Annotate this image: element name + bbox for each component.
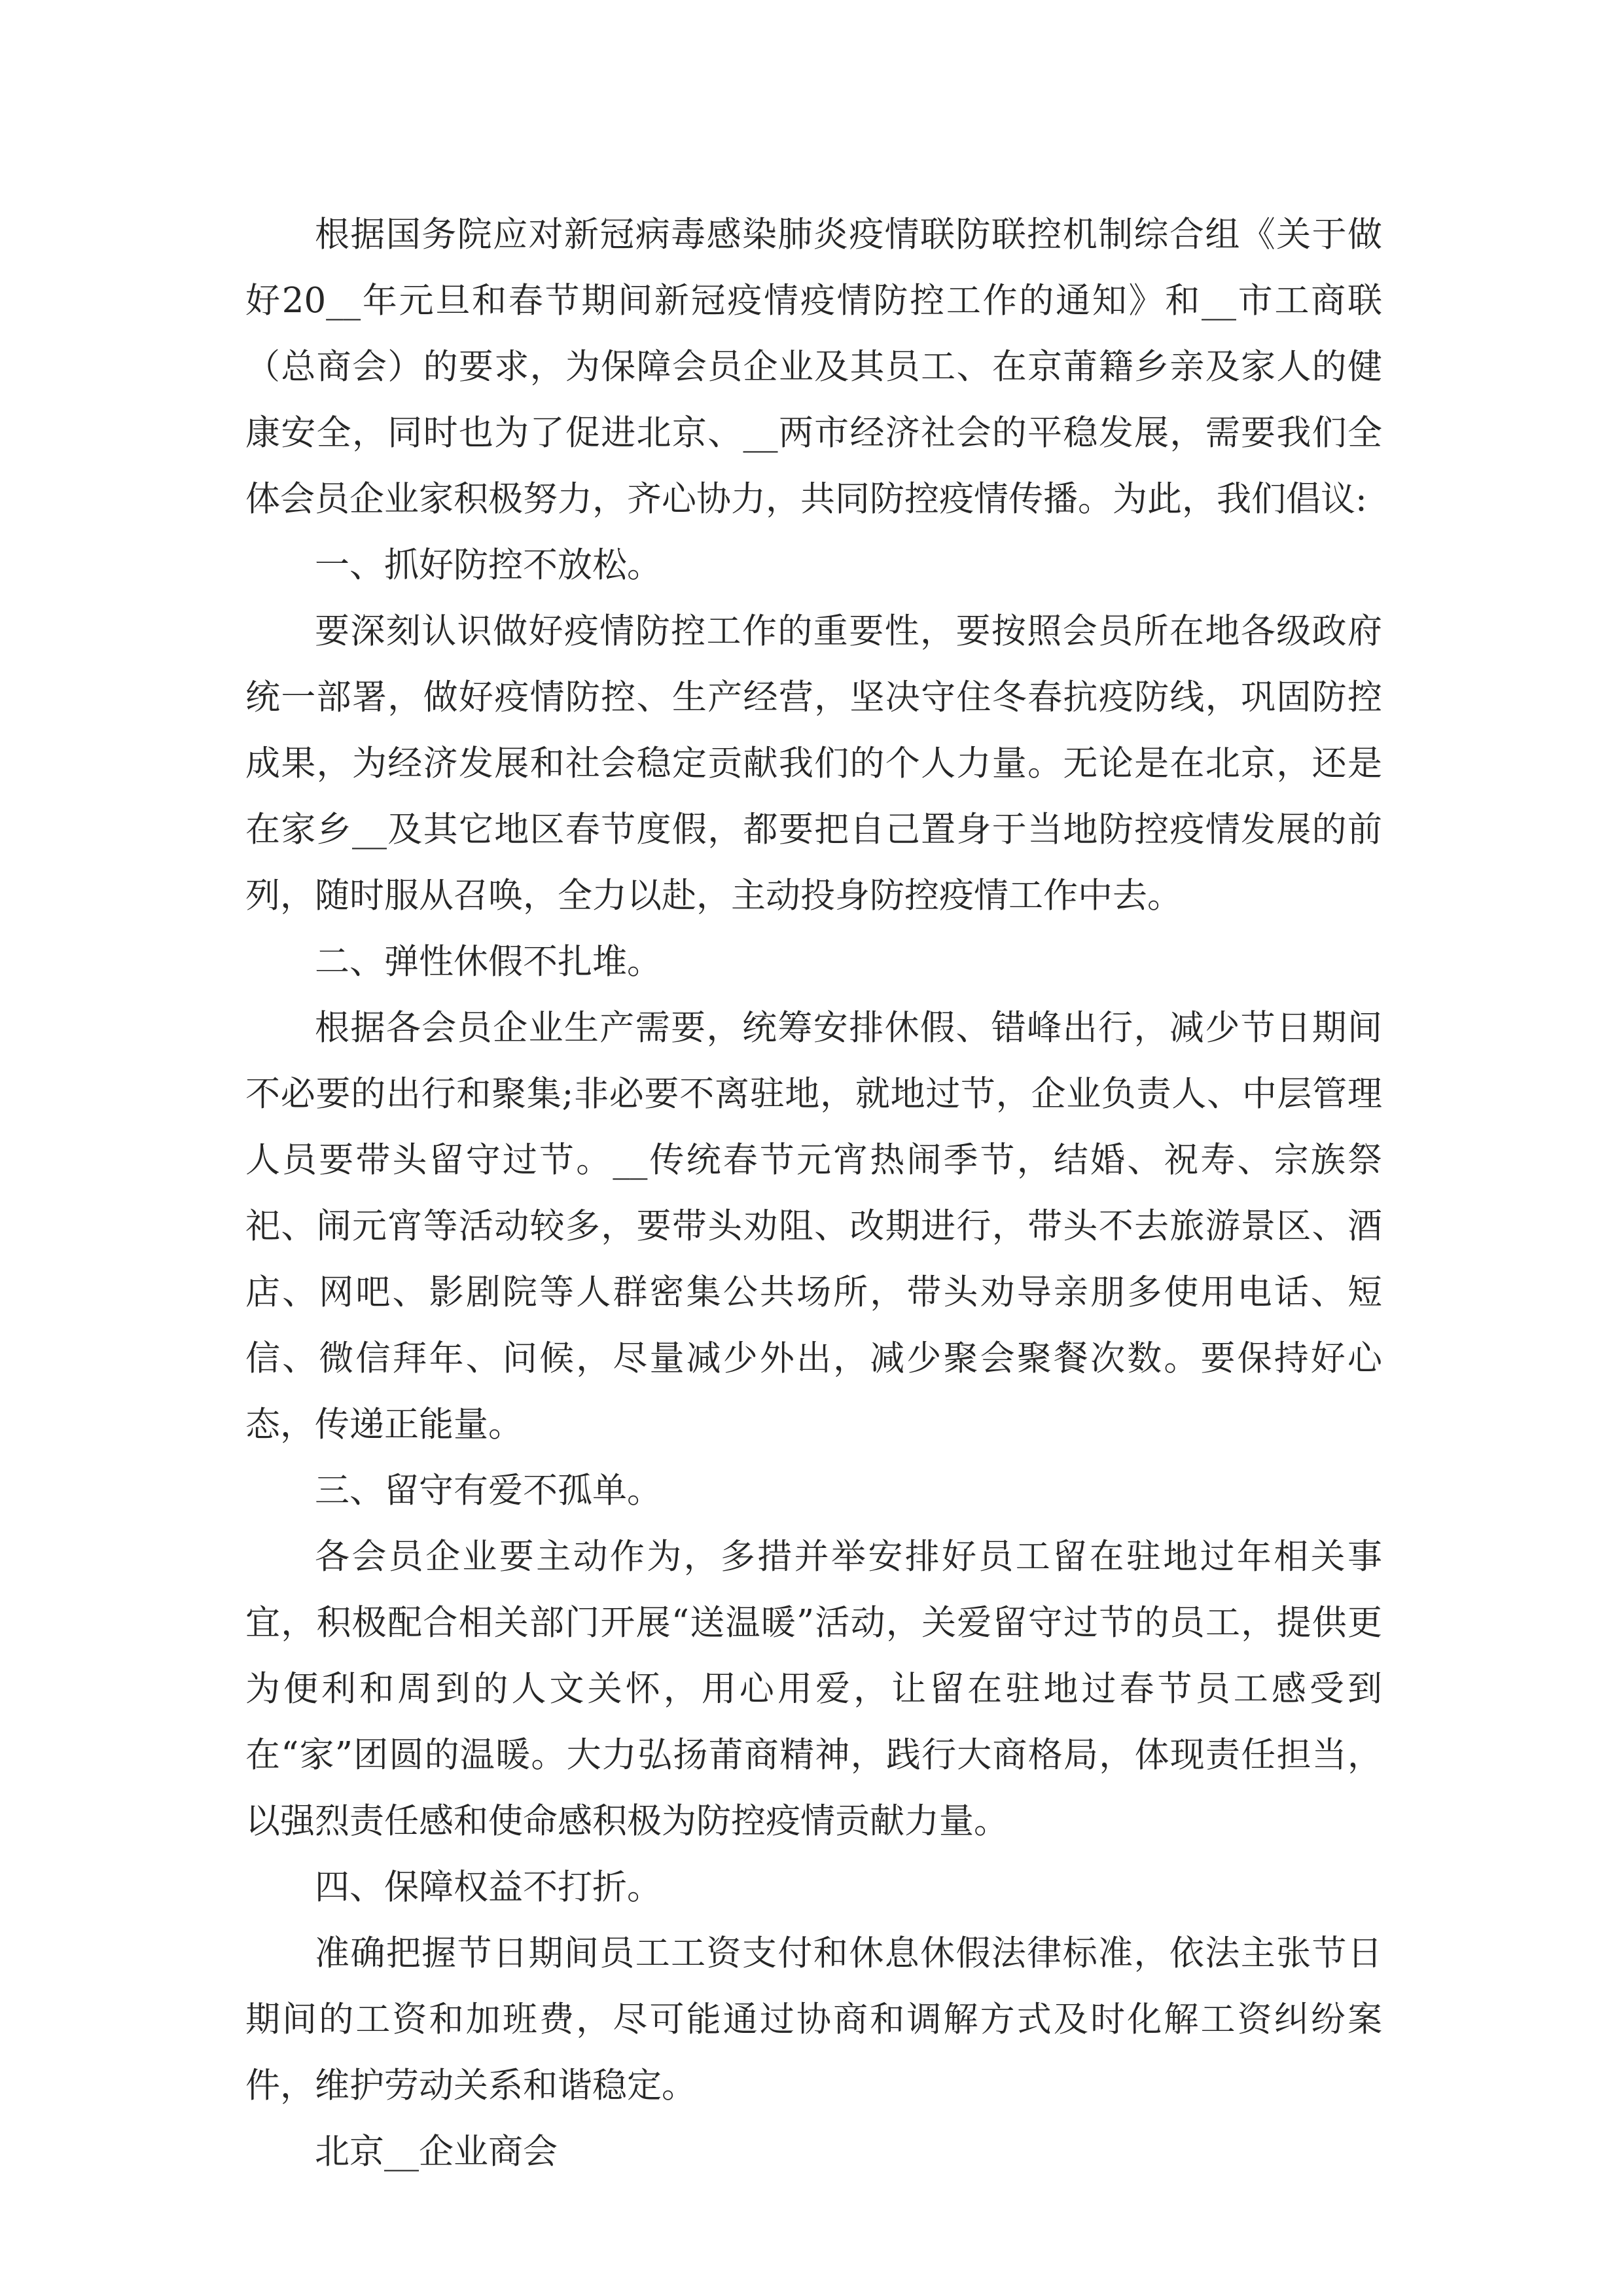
section-body-2: 根据各会员企业生产需要，统筹安排休假、错峰出行，减少节日期间不必要的出行和聚集;非必要不离驻地，就地过节，企业负责人、中层管理人员要带头留守过节。__传统春节元宵热闹季节，结婚、祝寿、宗族祭祀、闹元宵等活动较多，要带头劝阻、改期进行，带头不去旅游景区、酒店、网吧、影剧院等人群密集公共场所，带头劝导亲朋多使用电话、短信、微信拜年、问候，尽量减少外出，减少聚会聚餐次数。要保持好心态，传递正能量。 [245, 1008, 1382, 1444]
section-heading-2: 二、弹性休假不扎堆。 [315, 942, 662, 982]
section-heading-4: 四、保障权益不打折。 [315, 1867, 662, 1907]
section-heading-1: 一、抓好防控不放松。 [315, 545, 662, 585]
document-body [245, 202, 1382, 2185]
section-body-1: 要深刻认识做好疫情防控工作的重要性，要按照会员所在地各级政府统一部署，做好疫情防控、生产经营，坚决守住冬春抗疫防线，巩固防控成果，为经济发展和社会稳定贡献我们的个人力量。无论是在北京，还是在家乡__及其它地区春节度假，都要把自己置身于当地防控疫情发展的前列，随时服从召唤，全力以赴，主动投身防控疫情工作中去。 [245, 611, 1382, 916]
section-body-4: 准确把握节日期间员工工资支付和休息休假法律标准，依法主张节日期间的工资和加班费，尽可能通过协商和调解方式及时化解工资纠纷案件，维护劳动关系和谐稳定。 [245, 1933, 1382, 2106]
intro-paragraph: 根据国务院应对新冠病毒感染肺炎疫情联防联控机制综合组《关于做好20__年元旦和春节期间新冠疫情疫情防控工作的通知》和__市工商联（总商会）的要求，为保障会员企业及其员工、在京莆籍乡亲及家人的健康安全，同时也为了促进北京、__两市经济社会的平稳发展，需要我们全体会员企业家积极努力，齐心协力，共同防控疫情传播。为此，我们倡议: [245, 215, 1382, 519]
signature-line: 北京__企业商会 [315, 2132, 558, 2172]
section-body-3: 各会员企业要主动作为，多措并举安排好员工留在驻地过年相关事宜，积极配合相关部门开展“送温暖”活动，关爱留守过节的员工，提供更为便利和周到的人文关怀，用心用爱，让留在驻地过春节员工感受到在“家”团圆的温暖。大力弘扬莆商精神，践行大商格局，体现责任担当，以强烈责任感和使命感积极为防控疫情贡献力量。 [245, 1537, 1382, 1841]
section-heading-3: 三、留守有爱不孤单。 [315, 1471, 662, 1511]
